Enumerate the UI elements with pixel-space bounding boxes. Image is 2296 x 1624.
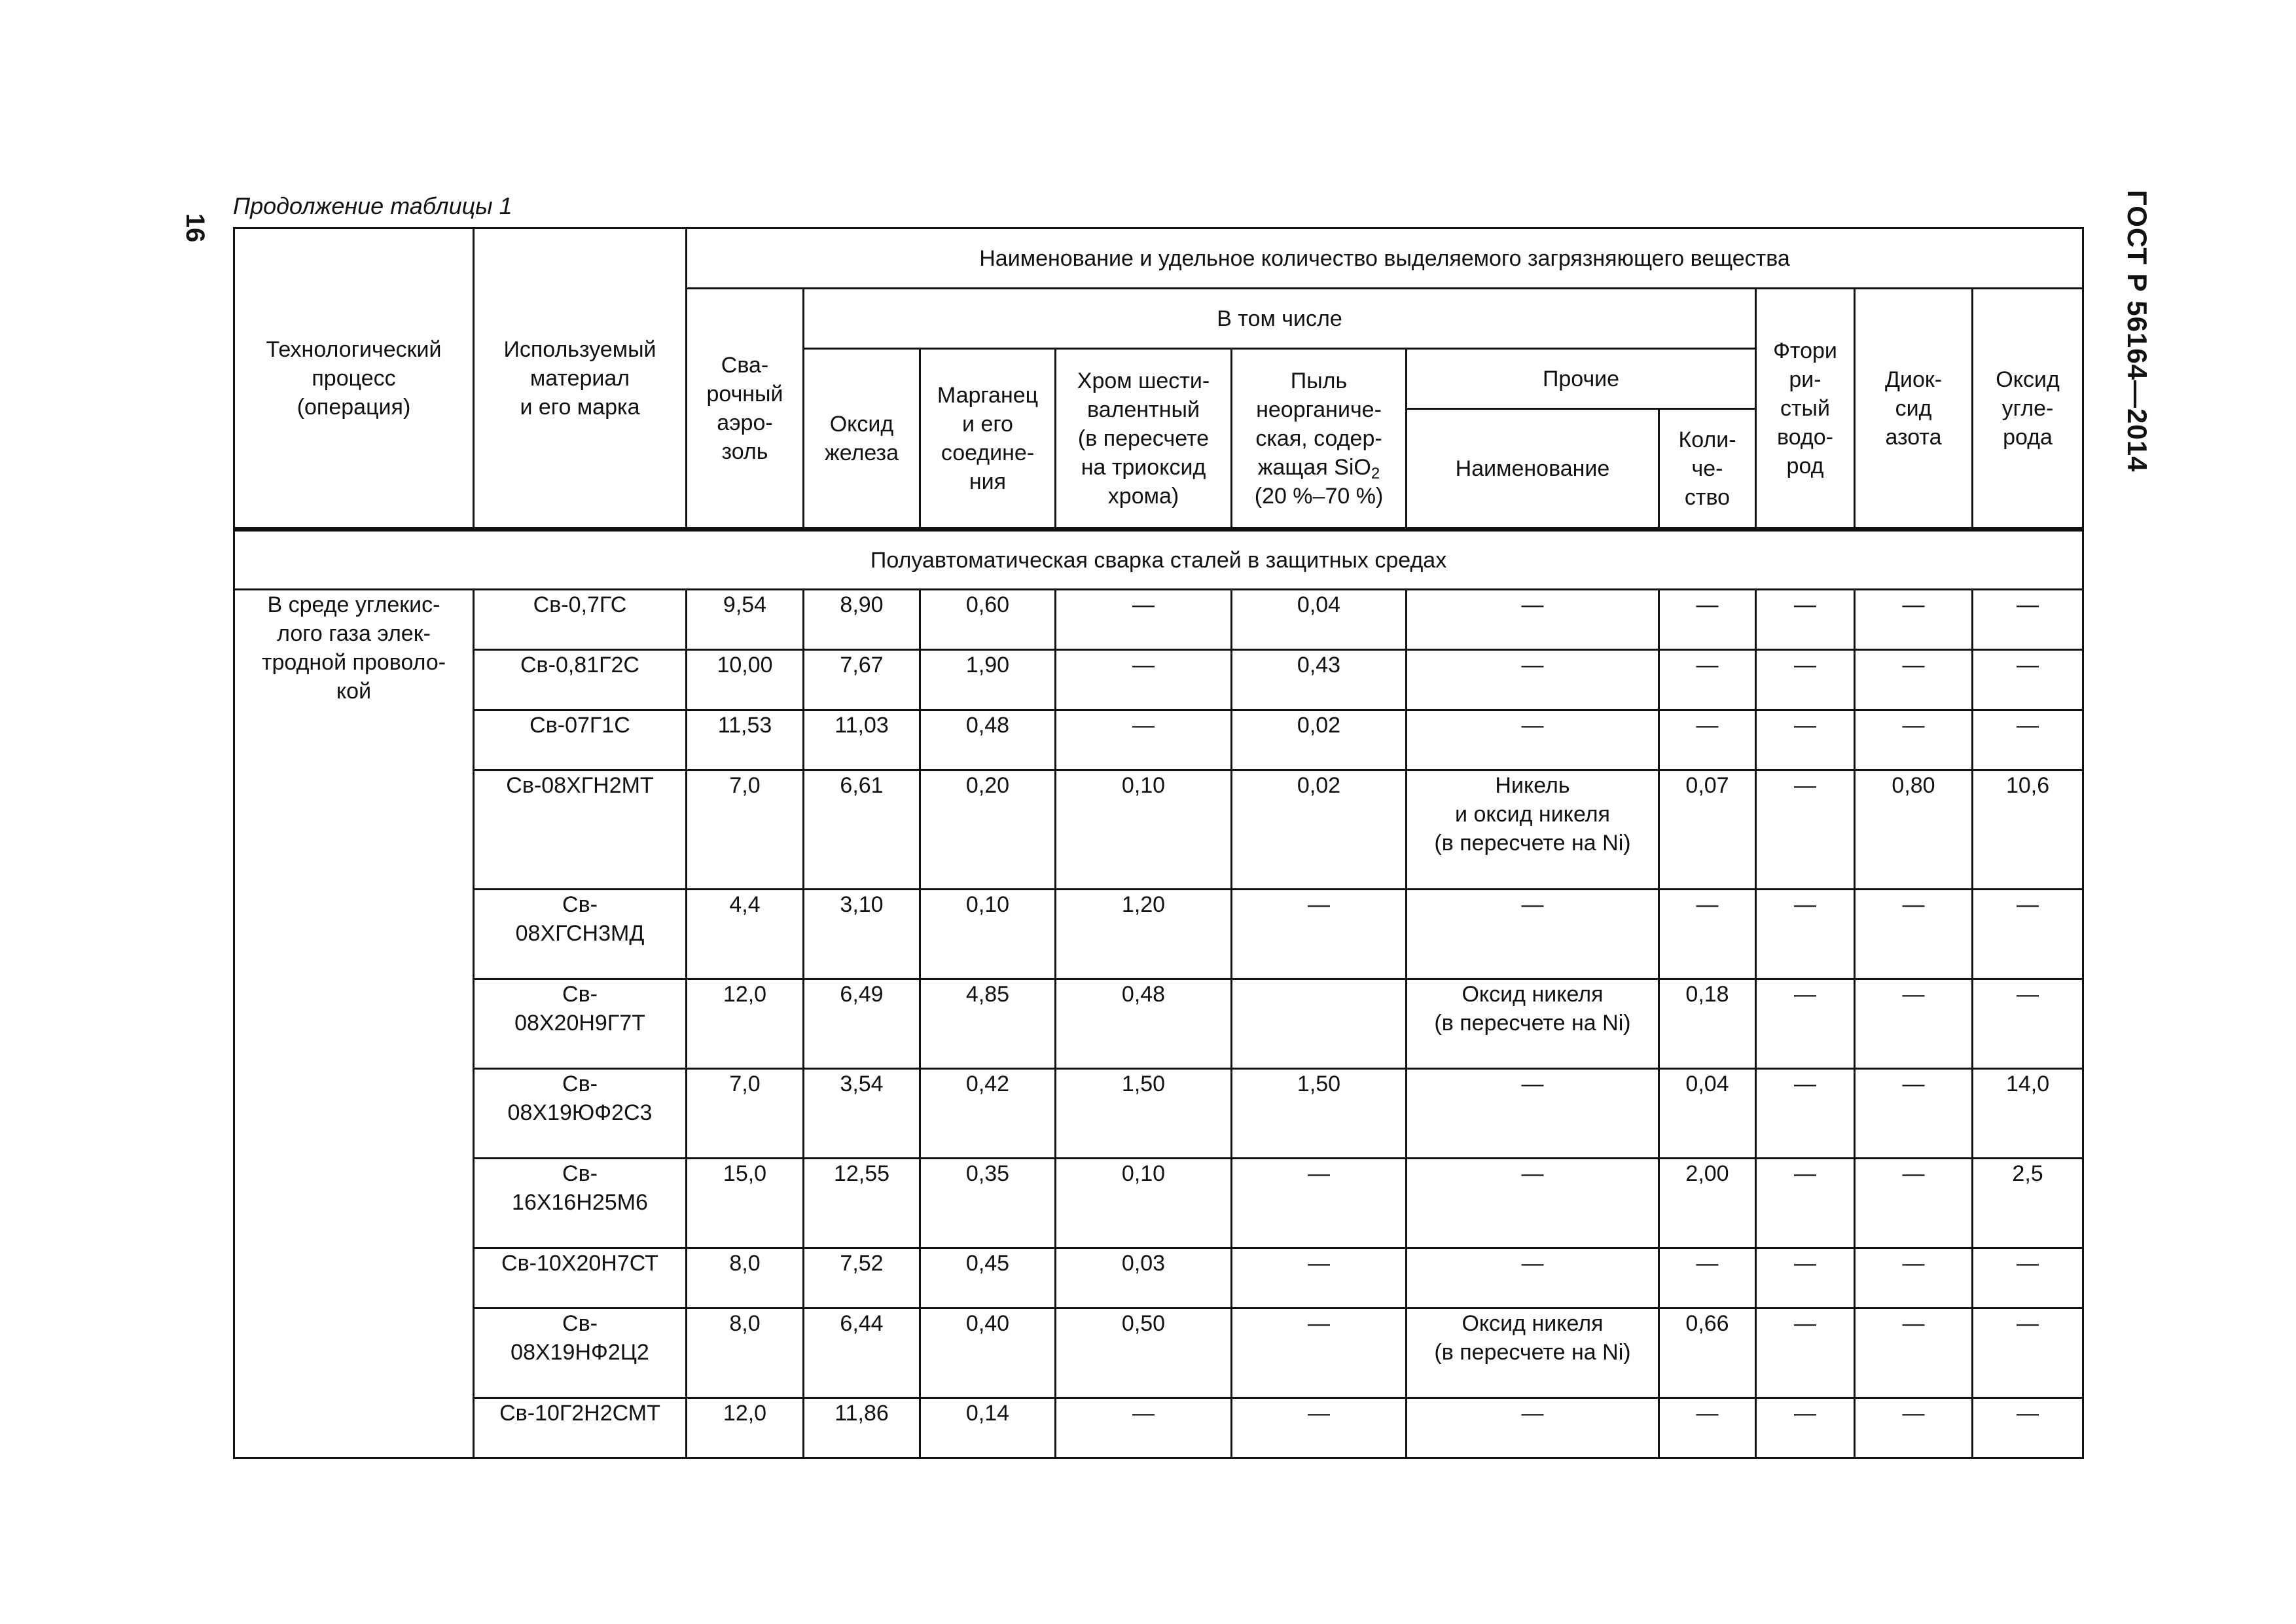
aerosol-cell: 12,0: [687, 1398, 804, 1458]
header-manganese: Марганец и его соедине- ния: [920, 349, 1056, 530]
header-including: В том числе: [804, 289, 1756, 349]
header-dust-text: Пыль неорганиче- ская, содер- жащая SiO: [1255, 368, 1382, 480]
carbon-oxide-cell: 2,5: [1973, 1159, 2083, 1248]
other-name-cell: —: [1407, 590, 1659, 650]
carbon-oxide-cell: —: [1973, 710, 2083, 770]
carbon-oxide-cell: —: [1973, 650, 2083, 710]
material-cell: Св-10Г2Н2СМТ: [474, 1398, 687, 1458]
manganese-cell: 0,42: [920, 1069, 1056, 1159]
table-row: [234, 650, 2083, 710]
hydrogen-fluoride-cell: —: [1756, 1159, 1855, 1248]
carbon-oxide-cell: 14,0: [1973, 1069, 2083, 1159]
header-process: Технологический процесс (операция): [234, 228, 474, 530]
aerosol-cell: 8,0: [687, 1248, 804, 1308]
aerosol-cell: 10,00: [687, 650, 804, 710]
header-nitrogen-dioxide: Диок- сид азота: [1855, 289, 1973, 530]
header-iron-oxide: Оксид железа: [804, 349, 920, 530]
dust-cell: 0,04: [1232, 590, 1407, 650]
material-cell: Св- 08Х20Н9Г7Т: [474, 979, 687, 1069]
hydrogen-fluoride-cell: —: [1756, 710, 1855, 770]
table-row: [234, 1069, 2083, 1159]
table-row: [234, 590, 2083, 650]
table-row: [234, 770, 2083, 890]
nitrogen-dioxide-cell: —: [1855, 1398, 1973, 1458]
nitrogen-dioxide-cell: 0,80: [1855, 770, 1973, 890]
nitrogen-dioxide-cell: —: [1855, 979, 1973, 1069]
manganese-cell: 1,90: [920, 650, 1056, 710]
iron-oxide-cell: 8,90: [804, 590, 920, 650]
iron-oxide-cell: 3,54: [804, 1069, 920, 1159]
section-title: Полуавтоматическая сварка сталей в защитных средах: [234, 530, 2083, 590]
table-row: [234, 1398, 2083, 1458]
other-quantity-cell: —: [1659, 1398, 1756, 1458]
table-row: [234, 979, 2083, 1069]
hydrogen-fluoride-cell: —: [1756, 770, 1855, 890]
material-cell: Св-0,7ГС: [474, 590, 687, 650]
header-chromium: Хром шести- валентный (в пересчете на триоксид хрома): [1056, 349, 1232, 530]
other-name-cell: Оксид никеля (в пересчете на Ni): [1407, 1308, 1659, 1398]
nitrogen-dioxide-cell: —: [1855, 890, 1973, 979]
other-quantity-cell: —: [1659, 710, 1756, 770]
header-dust: [1232, 349, 1407, 530]
chromium-cell: 0,10: [1056, 770, 1232, 890]
table-row: [234, 1159, 2083, 1248]
hydrogen-fluoride-cell: —: [1756, 650, 1855, 710]
aerosol-cell: 12,0: [687, 979, 804, 1069]
material-cell: Св- 08Х19НФ2Ц2: [474, 1308, 687, 1398]
dust-cell: 1,50: [1232, 1069, 1407, 1159]
iron-oxide-cell: 7,52: [804, 1248, 920, 1308]
aerosol-cell: 8,0: [687, 1308, 804, 1398]
manganese-cell: 0,45: [920, 1248, 1056, 1308]
manganese-cell: 4,85: [920, 979, 1056, 1069]
material-cell: Св-0,81Г2С: [474, 650, 687, 710]
other-quantity-cell: 0,07: [1659, 770, 1756, 890]
header-carbon-oxide: Оксид угле- рода: [1973, 289, 2083, 530]
chromium-cell: —: [1056, 590, 1232, 650]
header-other: Прочие: [1407, 349, 1756, 409]
table-row: [234, 710, 2083, 770]
chromium-cell: 1,50: [1056, 1069, 1232, 1159]
chromium-cell: —: [1056, 710, 1232, 770]
material-cell: Св- 16Х16Н25М6: [474, 1159, 687, 1248]
aerosol-cell: 7,0: [687, 770, 804, 890]
aerosol-cell: 11,53: [687, 710, 804, 770]
other-name-cell: Никель и оксид никеля (в пересчете на Ni): [1407, 770, 1659, 890]
nitrogen-dioxide-cell: —: [1855, 590, 1973, 650]
aerosol-cell: 7,0: [687, 1069, 804, 1159]
header-other-quantity: Коли- че- ство: [1659, 409, 1756, 530]
carbon-oxide-cell: 10,6: [1973, 770, 2083, 890]
chromium-cell: 0,03: [1056, 1248, 1232, 1308]
nitrogen-dioxide-cell: —: [1855, 710, 1973, 770]
hydrogen-fluoride-cell: —: [1756, 890, 1855, 979]
iron-oxide-cell: 11,86: [804, 1398, 920, 1458]
chromium-cell: 0,10: [1056, 1159, 1232, 1248]
chromium-cell: 0,50: [1056, 1308, 1232, 1398]
iron-oxide-cell: 6,44: [804, 1308, 920, 1398]
table-row: [234, 1248, 2083, 1308]
other-quantity-cell: 0,18: [1659, 979, 1756, 1069]
manganese-cell: 0,14: [920, 1398, 1056, 1458]
header-material: Используемый материал и его марка: [474, 228, 687, 530]
table-row: [234, 890, 2083, 979]
carbon-oxide-cell: —: [1973, 590, 2083, 650]
other-quantity-cell: —: [1659, 890, 1756, 979]
other-quantity-cell: —: [1659, 650, 1756, 710]
hydrogen-fluoride-cell: —: [1756, 1398, 1855, 1458]
page-number: 16: [181, 213, 210, 243]
emissions-table: [233, 227, 2084, 1459]
other-quantity-cell: —: [1659, 590, 1756, 650]
nitrogen-dioxide-cell: —: [1855, 1159, 1973, 1248]
material-cell: Св- 08ХГСН3МД: [474, 890, 687, 979]
table-continuation-caption: Продолжение таблицы 1: [233, 192, 512, 219]
manganese-cell: 0,40: [920, 1308, 1056, 1398]
header-other-name: Наименование: [1407, 409, 1659, 530]
standard-identifier: ГОСТ Р 56164—2014: [2122, 190, 2153, 473]
table-row: [234, 1308, 2083, 1398]
iron-oxide-cell: 3,10: [804, 890, 920, 979]
dust-cell: —: [1232, 1398, 1407, 1458]
nitrogen-dioxide-cell: —: [1855, 1308, 1973, 1398]
other-name-cell: —: [1407, 1248, 1659, 1308]
material-cell: Св-10Х20Н7СТ: [474, 1248, 687, 1308]
hydrogen-fluoride-cell: —: [1756, 1308, 1855, 1398]
dust-cell: —: [1232, 1159, 1407, 1248]
carbon-oxide-cell: —: [1973, 890, 2083, 979]
dust-cell: —: [1232, 890, 1407, 979]
carbon-oxide-cell: —: [1973, 1398, 2083, 1458]
other-quantity-cell: —: [1659, 1248, 1756, 1308]
iron-oxide-cell: 7,67: [804, 650, 920, 710]
other-quantity-cell: 2,00: [1659, 1159, 1756, 1248]
manganese-cell: 0,10: [920, 890, 1056, 979]
manganese-cell: 0,48: [920, 710, 1056, 770]
header-aerosol: Сва- рочный аэро- золь: [687, 289, 804, 530]
hydrogen-fluoride-cell: —: [1756, 1069, 1855, 1159]
dust-cell: 0,43: [1232, 650, 1407, 710]
chromium-cell: 0,48: [1056, 979, 1232, 1069]
other-quantity-cell: 0,66: [1659, 1308, 1756, 1398]
dust-cell: 0,02: [1232, 710, 1407, 770]
other-quantity-cell: 0,04: [1659, 1069, 1756, 1159]
header-dust-subscript: 2: [1371, 464, 1380, 482]
material-cell: Св-07Г1С: [474, 710, 687, 770]
chromium-cell: —: [1056, 1398, 1232, 1458]
other-name-cell: —: [1407, 1398, 1659, 1458]
hydrogen-fluoride-cell: —: [1756, 590, 1855, 650]
manganese-cell: 0,35: [920, 1159, 1056, 1248]
iron-oxide-cell: 6,61: [804, 770, 920, 890]
nitrogen-dioxide-cell: —: [1855, 1248, 1973, 1308]
other-name-cell: —: [1407, 1159, 1659, 1248]
carbon-oxide-cell: —: [1973, 979, 2083, 1069]
other-name-cell: —: [1407, 1069, 1659, 1159]
aerosol-cell: 9,54: [687, 590, 804, 650]
dust-cell: [1232, 979, 1407, 1069]
material-cell: Св-08ХГН2МТ: [474, 770, 687, 890]
other-name-cell: —: [1407, 890, 1659, 979]
other-name-cell: Оксид никеля (в пересчете на Ni): [1407, 979, 1659, 1069]
dust-cell: —: [1232, 1248, 1407, 1308]
hydrogen-fluoride-cell: —: [1756, 979, 1855, 1069]
aerosol-cell: 15,0: [687, 1159, 804, 1248]
dust-cell: —: [1232, 1308, 1407, 1398]
aerosol-cell: 4,4: [687, 890, 804, 979]
chromium-cell: —: [1056, 650, 1232, 710]
iron-oxide-cell: 12,55: [804, 1159, 920, 1248]
iron-oxide-cell: 6,49: [804, 979, 920, 1069]
manganese-cell: 0,60: [920, 590, 1056, 650]
hydrogen-fluoride-cell: —: [1756, 1248, 1855, 1308]
nitrogen-dioxide-cell: —: [1855, 650, 1973, 710]
material-cell: Св- 08Х19ЮФ2С3: [474, 1069, 687, 1159]
other-name-cell: —: [1407, 710, 1659, 770]
dust-cell: 0,02: [1232, 770, 1407, 890]
header-dust-range: (20 %–70 %): [1254, 483, 1384, 509]
other-name-cell: —: [1407, 650, 1659, 710]
header-pollutant: Наименование и удельное количество выделяемого загрязняющего вещества: [687, 228, 2083, 289]
chromium-cell: 1,20: [1056, 890, 1232, 979]
manganese-cell: 0,20: [920, 770, 1056, 890]
carbon-oxide-cell: —: [1973, 1248, 2083, 1308]
iron-oxide-cell: 11,03: [804, 710, 920, 770]
nitrogen-dioxide-cell: —: [1855, 1069, 1973, 1159]
header-hydrogen-fluoride: Фтори ри- стый водо- род: [1756, 289, 1855, 530]
carbon-oxide-cell: —: [1973, 1308, 2083, 1398]
process-cell: В среде углекис- лого газа элек- тродной проволо- кой: [234, 590, 474, 1458]
